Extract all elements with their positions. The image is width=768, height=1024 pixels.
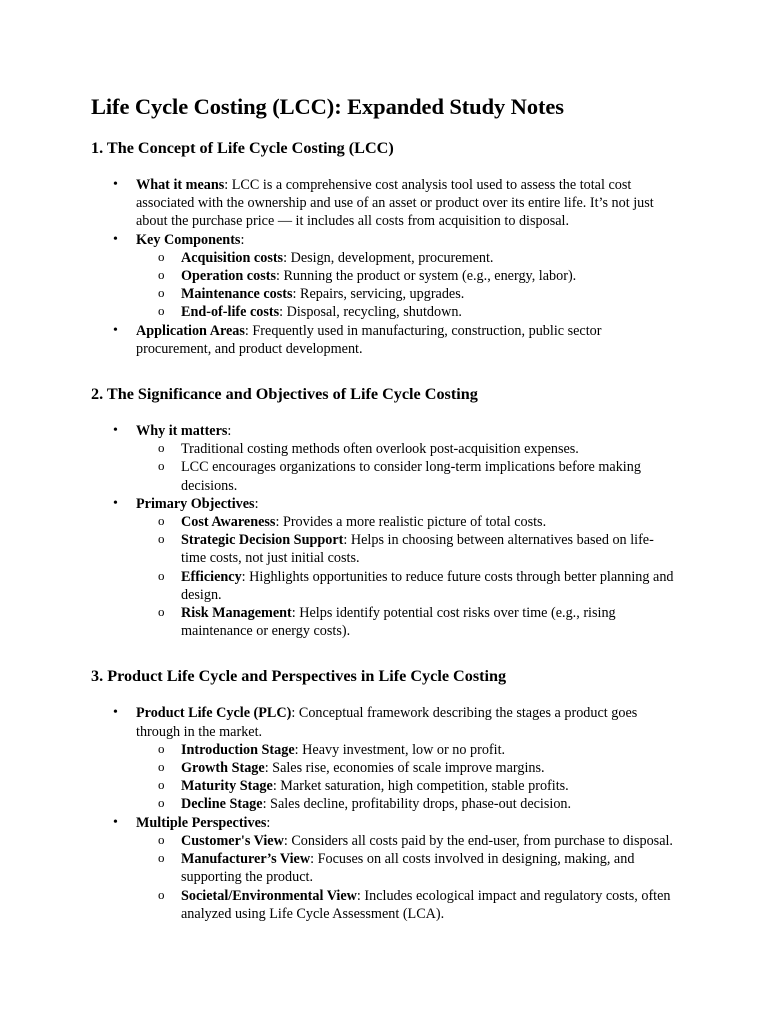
sub-item-label: Acquisition costs bbox=[181, 249, 284, 266]
sub-bullet-marker: o bbox=[158, 604, 165, 620]
sub-list bbox=[136, 741, 676, 814]
sub-bullet-marker: o bbox=[158, 740, 165, 756]
item-label: What it means bbox=[136, 177, 225, 193]
sub-list bbox=[136, 249, 676, 322]
list-item bbox=[91, 422, 676, 495]
sub-item-label: End-of-life costs bbox=[181, 304, 280, 321]
sub-item-text: : Helps identify potential cost risks over time (e.g., rising maintenance or energy costs). bbox=[181, 605, 616, 640]
sub-list-item bbox=[136, 513, 676, 531]
sub-list-item bbox=[136, 887, 676, 923]
sub-item-text: : Sales decline, profitability drops, phase-out decision. bbox=[262, 796, 572, 813]
sub-bullet-marker: o bbox=[158, 850, 165, 866]
sub-item-text: : Market saturation, high competition, stable profits. bbox=[272, 778, 569, 795]
sub-list-item bbox=[136, 795, 676, 813]
item-label: Primary Objectives bbox=[136, 495, 255, 512]
sub-item-label: Risk Management bbox=[181, 605, 292, 622]
sub-bullet-marker: o bbox=[158, 303, 165, 319]
list-item bbox=[91, 322, 676, 358]
sub-list-item bbox=[136, 759, 676, 777]
item-label: Why it matters bbox=[136, 423, 228, 440]
item-text: : bbox=[227, 423, 232, 440]
sub-item-text: : Focuses on all costs involved in designing, making, and supporting the product. bbox=[181, 851, 635, 886]
item-text: : Conceptual framework describing the stages a product goes through in the market. bbox=[136, 705, 638, 740]
sub-bullet-marker: o bbox=[158, 267, 165, 283]
sub-bullet-marker: o bbox=[158, 531, 165, 547]
bullet-list bbox=[91, 422, 676, 640]
sub-list bbox=[136, 513, 676, 640]
item-text: : bbox=[240, 231, 245, 248]
sub-list-item bbox=[136, 440, 676, 458]
section-heading: 2. The Significance and Objectives of Life Cycle Costing bbox=[91, 385, 478, 404]
item-text: : bbox=[254, 495, 259, 512]
sub-list-item bbox=[136, 604, 676, 640]
sub-item-label: Decline Stage bbox=[181, 796, 263, 813]
sub-item-text: : Includes ecological impact and regulatory costs, often analyzed using Life Cycle Assessment (LCA). bbox=[181, 887, 671, 922]
sub-item-label: Societal/Environmental View bbox=[181, 887, 357, 904]
sub-bullet-marker: o bbox=[158, 795, 165, 811]
sub-item-text: : Design, development, procurement. bbox=[283, 249, 494, 266]
item-text: : Frequently used in manufacturing, construction, public sector procurement, and product development. bbox=[136, 322, 602, 357]
sub-list-item bbox=[136, 777, 676, 795]
sub-bullet-marker: o bbox=[158, 440, 165, 456]
sub-list-item bbox=[136, 568, 676, 604]
sub-item-label: Manufacturer’s View bbox=[181, 851, 311, 868]
sub-item-label: Operation costs bbox=[181, 268, 276, 285]
sub-item-text: : Disposal, recycling, shutdown. bbox=[279, 304, 462, 321]
item-label: Multiple Perspectives bbox=[136, 814, 267, 831]
sub-item-text: : Heavy investment, low or no profit. bbox=[294, 741, 506, 758]
sub-list bbox=[136, 440, 676, 495]
bullet-list bbox=[91, 704, 676, 922]
sub-item-label: Maturity Stage bbox=[181, 778, 273, 795]
sub-item-label: Cost Awareness bbox=[181, 514, 276, 531]
sub-list-item bbox=[136, 832, 676, 850]
list-item bbox=[91, 231, 676, 322]
item-label: Product Life Cycle (PLC) bbox=[136, 705, 292, 722]
sub-list bbox=[136, 832, 676, 923]
sub-list-item bbox=[136, 249, 676, 267]
bullet-marker: • bbox=[113, 495, 118, 511]
bullet-marker: • bbox=[113, 322, 118, 338]
sections-container bbox=[91, 138, 676, 923]
sub-bullet-marker: o bbox=[158, 567, 165, 583]
bullet-marker: • bbox=[113, 423, 118, 439]
sub-item-label: Customer's View bbox=[181, 832, 284, 849]
sub-item-label: Maintenance costs bbox=[181, 286, 293, 303]
list-item bbox=[91, 814, 676, 923]
sub-bullet-marker: o bbox=[158, 458, 165, 474]
sub-list-item bbox=[136, 458, 676, 494]
sub-list-item bbox=[136, 303, 676, 321]
section-spacer bbox=[91, 640, 676, 649]
sub-bullet-marker: o bbox=[158, 886, 165, 902]
sub-item-text: Traditional costing methods often overlook post-acquisition expenses. bbox=[181, 441, 579, 458]
sub-list-item bbox=[136, 267, 676, 285]
list-item bbox=[91, 495, 676, 641]
sub-item-text: LCC encourages organizations to consider long-term implications before making decisions. bbox=[181, 459, 641, 494]
sub-item-text: : Helps in choosing between alternatives based on life-time costs, not just initial costs. bbox=[181, 532, 654, 567]
sub-item-text: : Considers all costs paid by the end-user, from purchase to disposal. bbox=[283, 832, 673, 849]
item-label: Key Components bbox=[136, 231, 241, 248]
section-heading: 3. Product Life Cycle and Perspectives in Life Cycle Costing bbox=[91, 667, 507, 686]
sub-item-label: Growth Stage bbox=[181, 760, 265, 777]
sub-item-text: : Sales rise, economies of scale improve margins. bbox=[264, 760, 545, 777]
item-text: : LCC is a comprehensive cost analysis tool used to assess the total cost associated with the ownership and use of an asset or product over its entire life. It’s not just about the purchase price — it includes all costs from acquisition to disposal. bbox=[136, 177, 654, 230]
bullet-marker: • bbox=[113, 705, 118, 721]
sub-item-label: Efficiency bbox=[181, 568, 242, 585]
bullet-marker: • bbox=[113, 177, 118, 192]
section-heading: 1. The Concept of Life Cycle Costing (LCC) bbox=[91, 139, 394, 157]
sub-bullet-marker: o bbox=[158, 285, 165, 301]
sub-list-item bbox=[136, 741, 676, 759]
sub-bullet-marker: o bbox=[158, 831, 165, 847]
sub-list-item bbox=[136, 285, 676, 303]
bullet-list bbox=[91, 176, 676, 358]
sub-item-label: Introduction Stage bbox=[181, 741, 295, 758]
sub-item-label: Strategic Decision Support bbox=[181, 532, 344, 549]
sub-bullet-marker: o bbox=[158, 759, 165, 775]
list-item bbox=[91, 176, 676, 231]
sub-bullet-marker: o bbox=[158, 248, 165, 264]
section-spacer bbox=[91, 358, 676, 367]
list-item bbox=[91, 704, 676, 813]
sub-item-text: : Repairs, servicing, upgrades. bbox=[292, 286, 465, 303]
sub-list-item bbox=[136, 531, 676, 567]
page-title: Life Cycle Costing (LCC): Expanded Study Notes bbox=[91, 94, 564, 119]
bullet-marker: • bbox=[113, 814, 118, 830]
sub-item-text: : Running the product or system (e.g., energy, labor). bbox=[275, 268, 577, 285]
document-page bbox=[91, 93, 676, 923]
sub-item-text: : Provides a more realistic picture of total costs. bbox=[275, 514, 547, 531]
sub-item-text: : Highlights opportunities to reduce future costs through better planning and design. bbox=[181, 568, 674, 603]
bullet-marker: • bbox=[113, 231, 118, 247]
sub-bullet-marker: o bbox=[158, 513, 165, 529]
sub-list-item bbox=[136, 850, 676, 886]
sub-bullet-marker: o bbox=[158, 777, 165, 793]
item-text: : bbox=[266, 814, 271, 831]
item-label: Application Areas bbox=[136, 322, 245, 339]
